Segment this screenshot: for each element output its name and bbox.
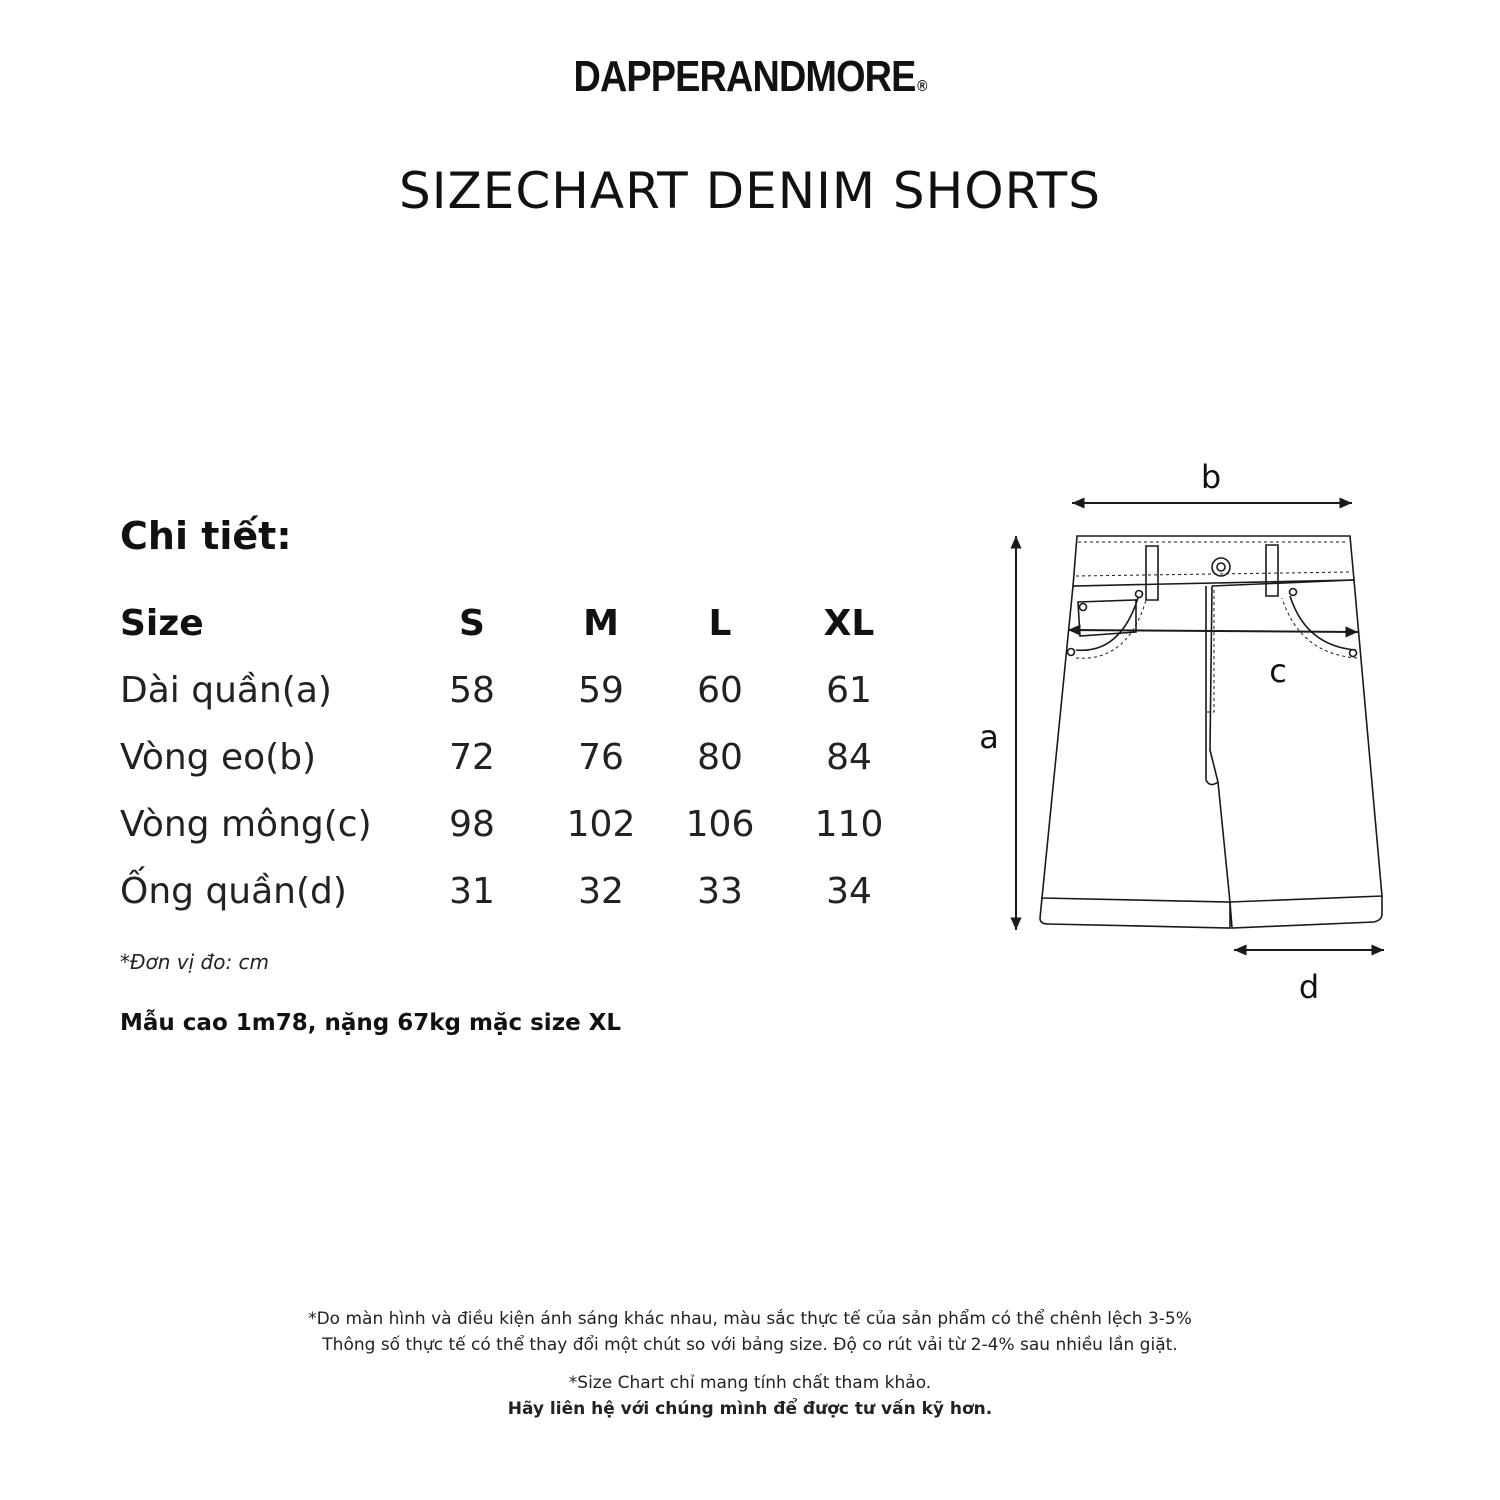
footer-disclaimer-color: *Do màn hình và điều kiện ánh sáng khác nhau, màu sắc thực tế của sản phẩm có thể chênh lệch 3-5% (308, 1309, 1192, 1329)
label-c: c (1269, 652, 1287, 690)
measurement-arrows (1016, 503, 1384, 950)
header-size-l: L (708, 603, 732, 644)
table-cell: 32 (578, 871, 624, 912)
label-b: b (1200, 458, 1222, 496)
table-row (120, 724, 926, 791)
section-title: Chi tiết: (120, 514, 292, 558)
header-size-m: M (583, 603, 619, 644)
table-cell: 31 (449, 871, 495, 912)
table-cell: 80 (697, 737, 743, 778)
table-cell: 61 (826, 670, 872, 711)
row-label: Dài quần(a) (120, 670, 332, 711)
table-row (120, 791, 926, 858)
header-size-s: S (459, 603, 485, 644)
row-label: Vòng mông(c) (120, 804, 372, 845)
table-cell: 60 (697, 670, 743, 711)
brand-logo (105, 52, 1395, 102)
table-cell: 72 (449, 737, 495, 778)
header-size-label: Size (120, 603, 204, 644)
arrow-c (1068, 630, 1358, 632)
table-cell: 33 (697, 871, 743, 912)
brand-name: DAPPERANDMORE (573, 52, 916, 101)
label-d: d (1298, 968, 1320, 1006)
table-cell: 106 (685, 804, 755, 845)
size-table (120, 590, 926, 925)
table-cell: 34 (826, 871, 872, 912)
table-cell: 110 (814, 804, 884, 845)
footer-disclaimer-shrink: Thông số thực tế có thể thay đổi một chút so với bảng size. Độ co rút vải từ 2-4% sau nhiều lần giặt. (322, 1335, 1178, 1355)
shorts-outline-icon (1040, 536, 1382, 928)
page-title: SIZECHART DENIM SHORTS (399, 162, 1101, 220)
footer-reference-note: *Size Chart chỉ mang tính chất tham khảo. (568, 1373, 932, 1393)
table-row (120, 657, 926, 724)
table-cell: 84 (826, 737, 872, 778)
table-cell: 76 (578, 737, 624, 778)
table-cell: 58 (449, 670, 495, 711)
row-label: Ống quần(d) (120, 871, 347, 912)
unit-note: *Đơn vị đo: cm (120, 950, 270, 974)
table-header-row (120, 590, 926, 657)
header-size-xl: XL (823, 603, 875, 644)
model-note: Mẫu cao 1m78, nặng 67kg mặc size XL (120, 1010, 622, 1036)
table-cell: 102 (566, 804, 636, 845)
table-cell: 59 (578, 670, 624, 711)
shorts-diagram (960, 450, 1410, 1020)
table-cell: 98 (449, 804, 495, 845)
table-row (120, 858, 926, 925)
label-a: a (979, 718, 999, 756)
row-label: Vòng eo(b) (120, 737, 317, 778)
footer-contact-note: Hãy liên hệ với chúng mình để được tư vấn kỹ hơn. (507, 1399, 993, 1419)
registered-mark: ® (917, 78, 927, 95)
